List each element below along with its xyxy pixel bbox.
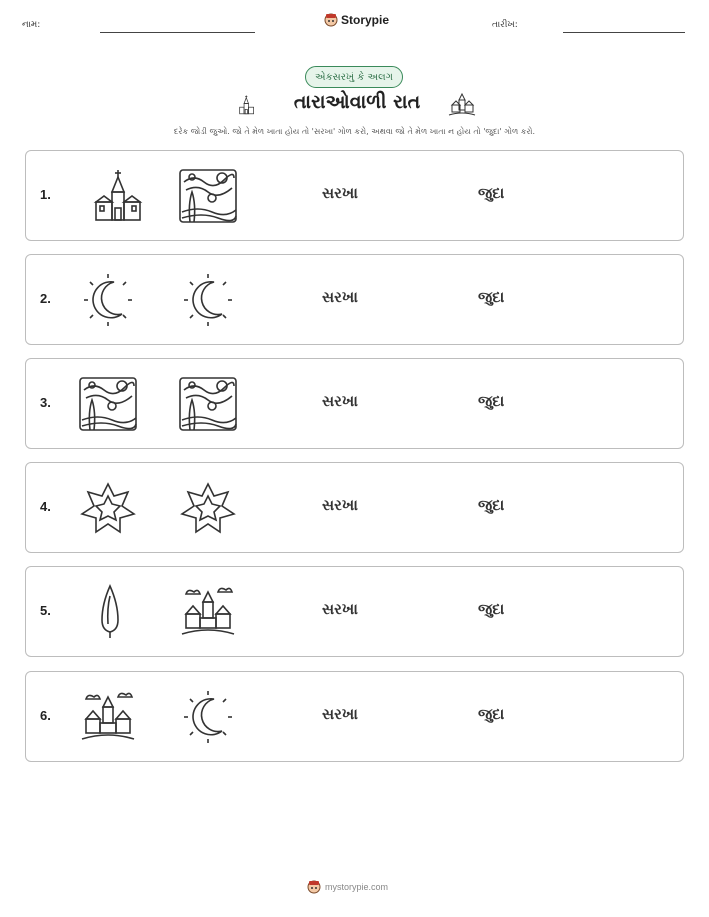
different-option[interactable]: જુદા [478, 705, 505, 723]
pair-row-5 [25, 566, 684, 657]
starry-night-icon [78, 376, 138, 432]
different-option[interactable]: જુદા [478, 600, 505, 618]
different-option[interactable]: જુદા [478, 184, 505, 202]
moon-icon [178, 272, 238, 328]
pair-row-4 [25, 462, 684, 553]
same-option[interactable]: સરખા [322, 496, 358, 514]
starry-night-icon [178, 376, 238, 432]
different-option[interactable]: જુદા [478, 496, 505, 514]
same-option[interactable]: સરખા [322, 392, 358, 410]
name-line[interactable] [100, 32, 255, 33]
same-option[interactable]: સરખા [322, 705, 358, 723]
pair-row-6 [25, 671, 684, 762]
row-number: 1. [40, 187, 51, 202]
same-option[interactable]: સરખા [322, 184, 358, 202]
storypie-mascot-icon [324, 13, 338, 27]
village-icon [447, 91, 477, 119]
storypie-mascot-icon [307, 880, 321, 894]
star-icon [78, 480, 138, 536]
different-option[interactable]: જુદા [478, 288, 505, 306]
cypress-icon [80, 584, 140, 640]
date-label: તારીખ: [492, 20, 518, 30]
church-icon [88, 168, 148, 224]
instructions: દરેક જોડી જુઓ. જો તે મેળ ખાતા હોય તો 'સરખા' ગોળ કરો, અથવા જો તે મેળ ખાતા ન હોય તો 'જુદા' ગોળ કરો. [173, 127, 536, 136]
moon-icon [78, 272, 138, 328]
page-title: તારાઓવાળી રાત [293, 91, 421, 113]
church-icon [236, 91, 258, 119]
row-number: 4. [40, 499, 51, 514]
pair-row-1 [25, 150, 684, 241]
same-option[interactable]: સરખા [322, 288, 358, 306]
brand-logo [324, 13, 389, 27]
pair-row-3 [25, 358, 684, 449]
date-line[interactable] [563, 32, 685, 33]
different-option[interactable]: જુદા [478, 392, 505, 410]
row-number: 5. [40, 603, 51, 618]
row-number: 6. [40, 708, 51, 723]
pair-row-2 [25, 254, 684, 345]
row-number: 3. [40, 395, 51, 410]
footer [307, 880, 388, 894]
brand-name: Storypie [341, 13, 390, 27]
footer-url[interactable]: mystorypie.com [325, 882, 389, 892]
moon-icon [178, 689, 238, 745]
starry-night-icon [178, 168, 238, 224]
village-icon [78, 689, 138, 745]
row-number: 2. [40, 291, 51, 306]
village-icon [178, 584, 238, 640]
same-option[interactable]: સરખા [322, 600, 358, 618]
name-label: નામ: [22, 20, 41, 30]
activity-badge: એકસરખું કે અલગ [305, 66, 403, 88]
star-icon [178, 480, 238, 536]
